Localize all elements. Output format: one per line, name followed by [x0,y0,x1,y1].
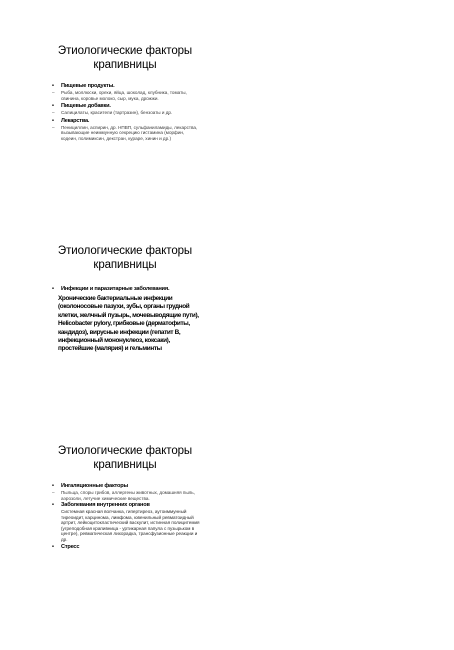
slide-2 [50,244,200,354]
bullet-food-products: • Пищевые продукты. [50,83,200,90]
bullet-drugs: • Лекарства. [50,118,200,125]
sub-food-additives: – Салицилаты, красители (тартразин), бензоаты и др. [50,110,200,116]
title-line-2: крапивницы [93,59,157,71]
bullet-list [50,286,200,293]
bullet-inhalation-factors: • Ингаляционные факторы [50,483,200,490]
title-line-1: Этиологические факторы [57,245,193,257]
slide-title [50,444,200,472]
slide-1 [50,44,200,143]
title-line-2: крапивницы [93,459,157,471]
title-line-2: крапивницы [93,259,157,271]
title-line-1: Этиологические факторы [57,45,193,57]
bullet-list [50,83,200,141]
bullet-food-additives: • Пищевые добавки. [50,103,200,110]
slide-title [50,44,200,72]
title-line-1: Этиологические факторы [57,445,193,457]
bullet-internal-diseases: • Заболевания внутренних органов [50,502,200,509]
slide-title [50,244,200,272]
sub-food-products: – Рыба, моллюски, орехи, яйца, шоколад, клубника, томаты, свинина, коровье молоко, сыр, мука, дрожжи. [50,90,200,101]
sub-drugs: – Пенициллин, аспирин, др. НПВП, сульфаниламиды, лекарства, вызывающие неиммунную секрецию гистамина (морфин, кодеин, полимиксин, декстран, кураре, хинин и др.) [50,125,200,142]
slide-3 [50,444,200,551]
sub-inhalation-factors: – Пыльца, споры грибов, аллергены животных, домашняя пыль, аэрозоли, летучие химические вещества. [50,490,200,501]
bullet-list [50,483,200,551]
infections-detail: Хронические бактериальные инфекции (околоносовые пазухи, зубы, органы грудной клетки, желчный пузырь, мочевыводящие пути), Helicobacter pylory, грибковые (дерматофиты, кандидоз), вирусные инфекции (гепатит В, инфекционный мононуклеоз, коксаки), простейшие (малярия) и гельминты [58,295,199,353]
bullet-stress: • Стресс [50,544,200,551]
sub-internal-diseases: Системная красная волчанка, гипертиреоз, аутоиммунный тиреоидит, карцинома, лимфома, ювенильный ревматоидный артрит, лейкоцитокластический васкулит, истинная полицитемия (угреподобная крапивница - уртикарная папула с пузырьком в центре), ревматическая лихорадка, трансфузионные реакции и др. [61,509,200,542]
bullet-infections: • Инфекции и паразитарные заболевания. [50,286,200,293]
